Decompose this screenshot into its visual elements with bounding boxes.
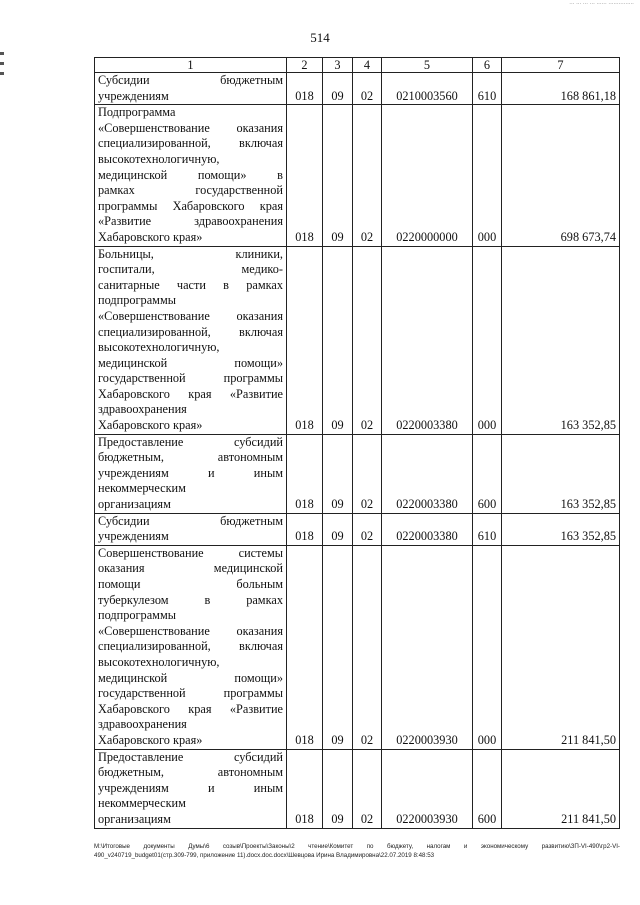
item-name-line: помощи больным <box>98 577 283 591</box>
item-name-line: медицинской помощи» <box>98 355 283 370</box>
item-name-line: «Развитие здравоохранения <box>98 214 283 229</box>
document-footer-path <box>94 843 620 860</box>
item-name-line: «Совершенствование оказания <box>98 120 283 135</box>
expense-type-cell: 600 <box>473 749 502 828</box>
item-name-line: «Совершенствование оказания <box>98 623 283 638</box>
table-row <box>95 434 620 513</box>
subsection-cell: 02 <box>353 513 382 545</box>
item-name-line: туберкулезом в рамках <box>98 592 283 607</box>
section-cell: 09 <box>323 246 353 434</box>
item-name-cell <box>95 105 287 246</box>
amount-cell: 163 352,85 <box>502 513 620 545</box>
item-name-cell <box>95 434 287 513</box>
expense-type-cell: 600 <box>473 434 502 513</box>
item-name-line: государственной программы <box>98 371 283 386</box>
item-name-line: высокотехнологичную, <box>98 340 220 355</box>
item-name-line: медицинской помощи» <box>98 670 283 685</box>
item-name-cell <box>95 73 287 105</box>
section-cell: 09 <box>323 513 353 545</box>
item-name-line: учреждениям <box>98 529 169 544</box>
item-name-line: учреждениям и иным <box>98 780 283 795</box>
edge-mark <box>0 62 4 65</box>
column-header: 6 <box>473 58 502 73</box>
item-name-line: Хабаровского края» <box>98 732 203 747</box>
item-name-line: высокотехнологичную, <box>98 654 220 669</box>
section-cell: 09 <box>323 434 353 513</box>
item-name-line: здравоохранения <box>98 402 187 417</box>
section-cell: 09 <box>323 105 353 246</box>
edge-mark <box>0 72 4 75</box>
subsection-cell: 02 <box>353 749 382 828</box>
item-name-line: организациям <box>98 497 171 512</box>
subsection-cell: 02 <box>353 545 382 749</box>
target-article-cell: 0220003380 <box>382 513 473 545</box>
amount-cell: 168 861,18 <box>502 73 620 105</box>
subsection-cell: 02 <box>353 73 382 105</box>
table-row <box>95 246 620 434</box>
item-name-line: Больницы, клиники, <box>98 246 283 261</box>
ministry-code-cell: 018 <box>287 73 323 105</box>
expense-type-cell: 000 <box>473 545 502 749</box>
item-name-line: организациям <box>98 811 171 826</box>
ministry-code-cell: 018 <box>287 246 323 434</box>
budget-table <box>94 57 620 829</box>
item-name-line: специализированной, включая <box>98 136 283 151</box>
subsection-cell: 02 <box>353 434 382 513</box>
footer-line-2: 490_v240719_budget01(стр.309-799, приложение 11).docx.doc.docx\Шевцова Ирина Владимировна\22.07.2019 8:48:53 <box>94 851 435 859</box>
item-name-line: оказания медицинской <box>98 561 283 576</box>
section-cell: 09 <box>323 545 353 749</box>
table-row <box>95 73 620 105</box>
edge-mark <box>0 52 4 55</box>
item-name-line: «Совершенствование оказания <box>98 308 283 323</box>
item-name-line: Хабаровского края» <box>98 229 203 244</box>
item-name-line: программы Хабаровского края <box>98 198 283 213</box>
column-header: 4 <box>353 58 382 73</box>
item-name-line: Предоставление субсидий <box>98 434 283 449</box>
item-name-line: госпитали, медико- <box>98 262 283 277</box>
item-name-line: некоммерческим <box>98 481 186 496</box>
table-header-row <box>95 58 620 73</box>
item-name-line: Предоставление субсидий <box>98 749 283 764</box>
item-name-line: учреждениям и иным <box>98 465 283 480</box>
target-article-cell: 0210003560 <box>382 73 473 105</box>
amount-cell: 211 841,50 <box>502 545 620 749</box>
item-name-line: рамках государственной <box>98 183 283 198</box>
item-name-line: бюджетным, автономным <box>98 765 283 780</box>
item-name-cell <box>95 749 287 828</box>
target-article-cell: 0220003930 <box>382 545 473 749</box>
item-name-line: Хабаровского края» <box>98 418 203 433</box>
ministry-code-cell: 018 <box>287 434 323 513</box>
target-article-cell: 0220003380 <box>382 434 473 513</box>
amount-cell: 163 352,85 <box>502 434 620 513</box>
table-row <box>95 105 620 246</box>
column-header: 2 <box>287 58 323 73</box>
expense-type-cell: 000 <box>473 105 502 246</box>
item-name-line: Хабаровского края «Развитие <box>98 386 283 401</box>
amount-cell: 211 841,50 <box>502 749 620 828</box>
ministry-code-cell: 018 <box>287 545 323 749</box>
item-name-line: санитарные части в рамках <box>98 277 283 292</box>
expense-type-cell: 000 <box>473 246 502 434</box>
table-row <box>95 749 620 828</box>
column-header: 5 <box>382 58 473 73</box>
target-article-cell: 0220003380 <box>382 246 473 434</box>
item-name-line: подпрограммы <box>98 293 176 308</box>
subsection-cell: 02 <box>353 105 382 246</box>
item-name-line: бюджетным, автономным <box>98 450 283 465</box>
table-body <box>95 58 620 829</box>
item-name-line: некоммерческим <box>98 796 186 811</box>
item-name-line: учреждениям <box>98 88 169 103</box>
item-name-line: Субсидии бюджетным <box>98 513 283 528</box>
page-number: 514 <box>310 30 330 45</box>
ministry-code-cell: 018 <box>287 749 323 828</box>
item-name-line: специализированной, включая <box>98 639 283 654</box>
item-name-line: специализированной, включая <box>98 324 283 339</box>
expense-type-cell: 610 <box>473 73 502 105</box>
item-name-line: государственной программы <box>98 686 283 701</box>
expense-type-cell: 610 <box>473 513 502 545</box>
amount-cell: 698 673,74 <box>502 105 620 246</box>
target-article-cell: 0220000000 <box>382 105 473 246</box>
section-cell: 09 <box>323 73 353 105</box>
top-clipped-text: ... ... ... ... ...... ............... <box>569 0 634 6</box>
column-header: 3 <box>323 58 353 73</box>
amount-cell: 163 352,85 <box>502 246 620 434</box>
column-header: 1 <box>95 58 287 73</box>
item-name-cell <box>95 513 287 545</box>
item-name-line: медицинской помощи» в <box>98 167 283 182</box>
item-name-line: подпрограммы <box>98 608 176 623</box>
ministry-code-cell: 018 <box>287 105 323 246</box>
table-row <box>95 513 620 545</box>
subsection-cell: 02 <box>353 246 382 434</box>
item-name-line: Субсидии бюджетным <box>98 73 283 87</box>
table-row <box>95 545 620 749</box>
item-name-line: Подпрограмма <box>98 105 176 120</box>
item-name-line: здравоохранения <box>98 717 187 732</box>
column-header: 7 <box>502 58 620 73</box>
item-name-line: Совершенствование системы <box>98 545 283 560</box>
target-article-cell: 0220003930 <box>382 749 473 828</box>
footer-line-1: М:\Итоговые документы Думы\6 созыв\Проекты\Законы\2 чтение\Комитет по бюджету, налогам и экономическому развитию\ЗП-VI-490\гр2-VI- <box>94 843 620 850</box>
item-name-cell <box>95 246 287 434</box>
section-cell: 09 <box>323 749 353 828</box>
item-name-line: высокотехнологичную, <box>98 151 220 166</box>
ministry-code-cell: 018 <box>287 513 323 545</box>
item-name-cell <box>95 545 287 749</box>
item-name-line: Хабаровского края «Развитие <box>98 701 283 716</box>
